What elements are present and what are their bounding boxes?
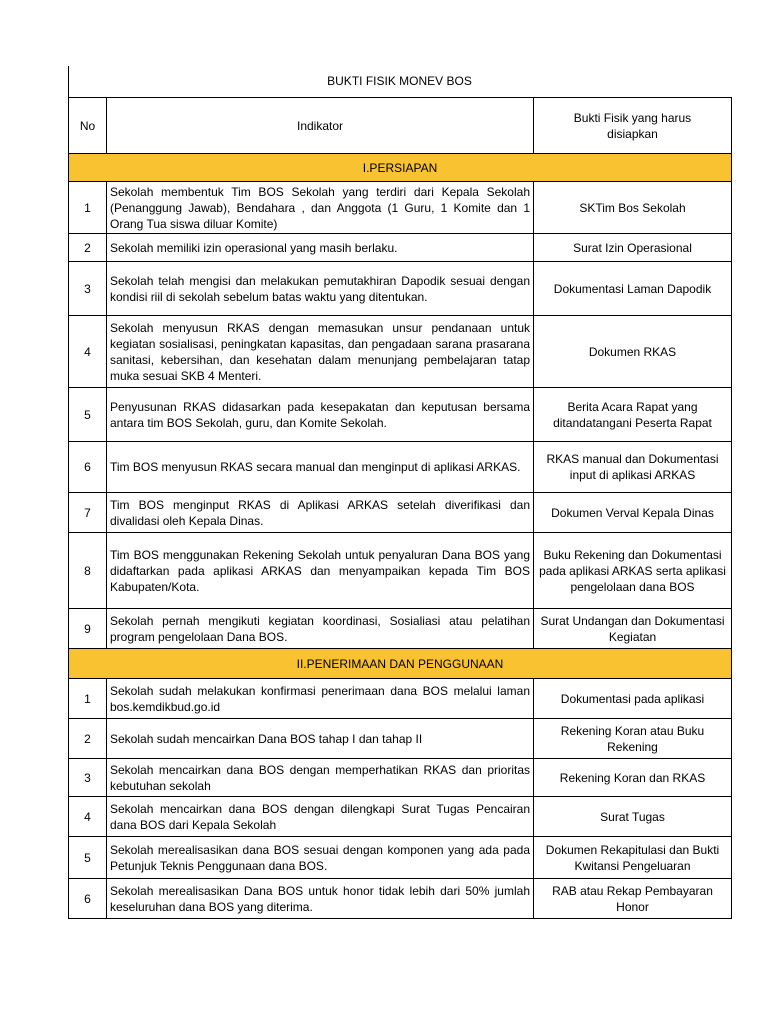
row-indikator: Sekolah memiliki izin operasional yang masih berlaku.	[107, 234, 534, 262]
row-indikator: Penyusunan RKAS didasarkan pada kesepakatan dan keputusan bersama antara tim BOS Sekolah, guru, dan Komite Sekolah.	[107, 388, 534, 442]
table-row	[69, 679, 732, 719]
row-bukti: RKAS manual dan Dokumentasi input di aplikasi ARKAS	[534, 442, 732, 493]
row-bukti: Rekening Koran atau Buku Rekening	[534, 719, 732, 759]
row-bukti: Surat Tugas	[534, 797, 732, 837]
table-row	[69, 182, 732, 234]
table-row	[69, 442, 732, 493]
row-indikator: Tim BOS menginput RKAS di Aplikasi ARKAS setelah diverifikasi dan divalidasi oleh Kepala Dinas.	[107, 493, 534, 533]
table-row	[69, 234, 732, 262]
header-indikator: Indikator	[107, 98, 534, 154]
row-indikator: Sekolah membentuk Tim BOS Sekolah yang terdiri dari Kepala Sekolah (Penanggung Jawab), Bendahara , dan Anggota (1 Guru, 1 Komite dan 1 Orang Tua siswa diluar Komite)	[107, 182, 534, 234]
row-number: 8	[69, 533, 107, 609]
row-indikator: Sekolah menyusun RKAS dengan memasukan unsur pendanaan untuk kegiatan sosialisasi, peningkatan kapasitas, dan pengadaan sarana prasarana sanitasi, kebersihan, dan kesehatan dalam menunjang pembelajaran tatap muka sesuai SKB 4 Menteri.	[107, 316, 534, 388]
row-bukti: Rekening Koran dan RKAS	[534, 759, 732, 797]
section-row-persiapan	[69, 154, 732, 182]
row-bukti: Dokumentasi Laman Dapodik	[534, 262, 732, 316]
monev-table	[68, 97, 732, 919]
table-row	[69, 533, 732, 609]
row-number: 5	[69, 837, 107, 879]
row-indikator: Tim BOS menyusun RKAS secara manual dan menginput di aplikasi ARKAS.	[107, 442, 534, 493]
row-bukti: Buku Rekening dan Dokumentasi pada aplikasi ARKAS serta aplikasi pengelolaan dana BOS	[534, 533, 732, 609]
header-no: No	[69, 98, 107, 154]
row-bukti: Dokumen Rekapitulasi dan Bukti Kwitansi Pengeluaran	[534, 837, 732, 879]
table-row	[69, 797, 732, 837]
table-row	[69, 719, 732, 759]
table-row	[69, 759, 732, 797]
row-indikator: Sekolah merealisasikan Dana BOS untuk honor tidak lebih dari 50% jumlah keseluruhan dana BOS yang diterima.	[107, 879, 534, 919]
row-number: 2	[69, 719, 107, 759]
row-indikator: Sekolah telah mengisi dan melakukan pemutakhiran Dapodik sesuai dengan kondisi riil di sekolah sebelum batas waktu yang ditentukan.	[107, 262, 534, 316]
row-number: 7	[69, 493, 107, 533]
row-bukti: Surat Undangan dan Dokumentasi Kegiatan	[534, 609, 732, 649]
row-number: 4	[69, 316, 107, 388]
table-row	[69, 609, 732, 649]
row-bukti: Dokumentasi pada aplikasi	[534, 679, 732, 719]
header-row	[69, 98, 732, 154]
row-indikator: Sekolah mencairkan dana BOS dengan memperhatikan RKAS dan prioritas kebutuhan sekolah	[107, 759, 534, 797]
row-number: 4	[69, 797, 107, 837]
table-row	[69, 879, 732, 919]
table-row	[69, 316, 732, 388]
table-row	[69, 493, 732, 533]
row-indikator: Sekolah merealisasikan dana BOS sesuai dengan komponen yang ada pada Petunjuk Teknis Penggunaan dana BOS.	[107, 837, 534, 879]
document-title: BUKTI FISIK MONEV BOS	[327, 74, 472, 88]
section-heading: I.PERSIAPAN	[69, 154, 732, 182]
row-bukti: Berita Acara Rapat yang ditandatangani Peserta Rapat	[534, 388, 732, 442]
row-indikator: Sekolah pernah mengikuti kegiatan koordinasi, Sosialiasi atau pelatihan program pengelolaan Dana BOS.	[107, 609, 534, 649]
row-number: 9	[69, 609, 107, 649]
row-indikator: Sekolah mencairkan dana BOS dengan dilengkapi Surat Tugas Pencairan dana BOS dari Kepala Sekolah	[107, 797, 534, 837]
row-number: 3	[69, 262, 107, 316]
row-number: 3	[69, 759, 107, 797]
row-bukti: Dokumen RKAS	[534, 316, 732, 388]
row-number: 5	[69, 388, 107, 442]
row-indikator: Tim BOS menggunakan Rekening Sekolah untuk penyaluran Dana BOS yang didaftarkan pada aplikasi ARKAS dan menyampaikan kepada Tim BOS Kabupaten/Kota.	[107, 533, 534, 609]
section-heading: II.PENERIMAAN DAN PENGGUNAAN	[69, 649, 732, 679]
table-row	[69, 262, 732, 316]
row-indikator: Sekolah sudah melakukan konfirmasi penerimaan dana BOS melalui laman bos.kemdikbud.go.id	[107, 679, 534, 719]
section-row-penerimaan	[69, 649, 732, 679]
row-number: 6	[69, 879, 107, 919]
header-bukti: Bukti Fisik yang harus disiapkan	[534, 98, 732, 154]
row-bukti: SKTim Bos Sekolah	[534, 182, 732, 234]
row-number: 1	[69, 182, 107, 234]
row-indikator: Sekolah sudah mencairkan Dana BOS tahap I dan tahap II	[107, 719, 534, 759]
row-number: 6	[69, 442, 107, 493]
row-bukti: Surat Izin Operasional	[534, 234, 732, 262]
row-bukti: Dokumen Verval Kepala Dinas	[534, 493, 732, 533]
row-number: 2	[69, 234, 107, 262]
table-row	[69, 388, 732, 442]
row-bukti: RAB atau Rekap Pembayaran Honor	[534, 879, 732, 919]
row-number: 1	[69, 679, 107, 719]
table-row	[69, 837, 732, 879]
